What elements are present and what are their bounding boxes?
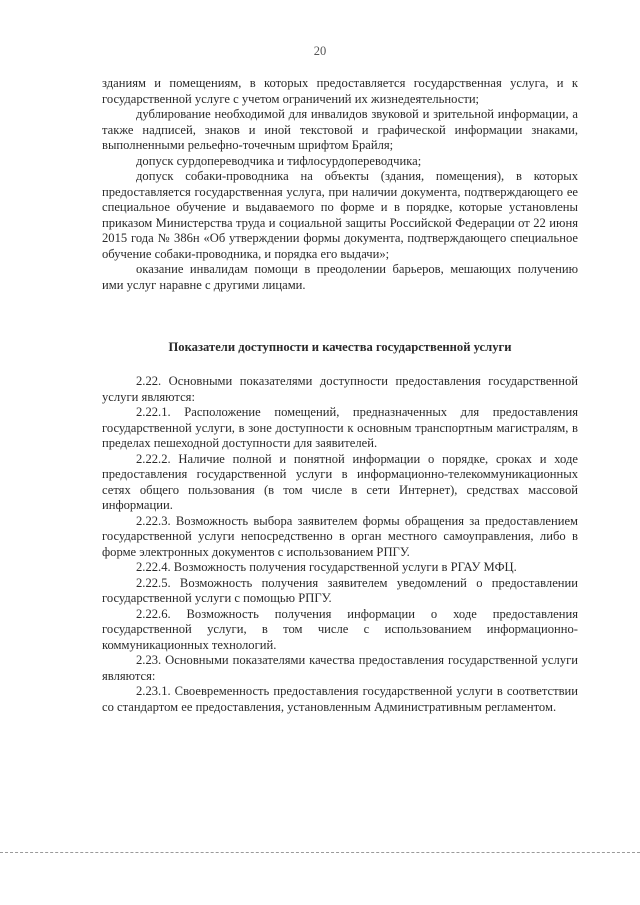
body-text-top	[102, 76, 578, 293]
paragraph: 2.23.1. Своевременность предоставления государственной услуги в соответствии со стандартом ее предоставления, установленным Административным регламентом.	[102, 684, 578, 714]
page-bottom-divider	[0, 852, 640, 853]
page-number: 20	[313, 44, 327, 58]
paragraph: дублирование необходимой для инвалидов звуковой и зрительной информации, а также надписей, знаков и иной текстовой и графической информации знаками, выполненными рельефно-точечным шрифтом Брайля;	[102, 107, 578, 152]
paragraph: 2.23. Основными показателями качества предоставления государственной услуги являются:	[102, 653, 578, 683]
paragraph: 2.22.5. Возможность получения заявителем уведомлений о предоставлении государственной услуги с помощью РПГУ.	[102, 575, 578, 605]
paragraph: 2.22.1. Расположение помещений, предназначенных для предоставления государственной услуги, в зоне доступности к основным транспортным магистралям, в пределах пешеходной доступности для заявителей.	[102, 405, 578, 450]
paragraph: 2.22. Основными показателями доступности предоставления государственной услуги являются:	[102, 374, 578, 404]
paragraph: допуск собаки-проводника на объекты (здания, помещения), в которых предоставляется государственная услуга, при наличии документа, подтверждающего ее специальное обучение и выдаваемого по форме и в порядке, которые установлены приказом Министерства труда и социальной защиты Российской Федерации от 22 июня 2015 года № 386н «Об утверждении формы документа, подтверждающего специальное обучение собаки-проводника, и порядка его выдачи»;	[102, 169, 578, 261]
section-heading: Показатели доступности и качества государственной услуги	[168, 340, 512, 354]
paragraph: 2.22.3. Возможность выбора заявителем формы обращения за предоставлением государственной услуги непосредственно в орган местного самоуправления, либо в форме электронных документов с использованием РПГУ.	[102, 513, 578, 559]
body-text-bottom	[102, 374, 578, 715]
paragraph: 2.22.4. Возможность получения государственной услуги в РГАУ МФЦ.	[136, 560, 517, 574]
paragraph: оказание инвалидам помощи в преодолении барьеров, мешающих получению ими услуг наравне с другими лицами.	[102, 262, 578, 292]
paragraph: 2.22.2. Наличие полной и понятной информации о порядке, сроках и ходе предоставления государственной услуги в информационно-телекоммуникационных сетях общего пользования (в том числе в сети Интернет), средствах массовой информации.	[102, 451, 578, 512]
paragraph: зданиям и помещениям, в которых предоставляется государственная услуга, и к государственной услуге с учетом ограничений их жизнедеятельности;	[102, 76, 578, 106]
paragraph: 2.22.6. Возможность получения информации о ходе предоставления государственной услуги, в том числе с использованием информационно-коммуникационных технологий.	[102, 606, 578, 652]
paragraph: допуск сурдопереводчика и тифлосурдопереводчика;	[136, 153, 422, 168]
